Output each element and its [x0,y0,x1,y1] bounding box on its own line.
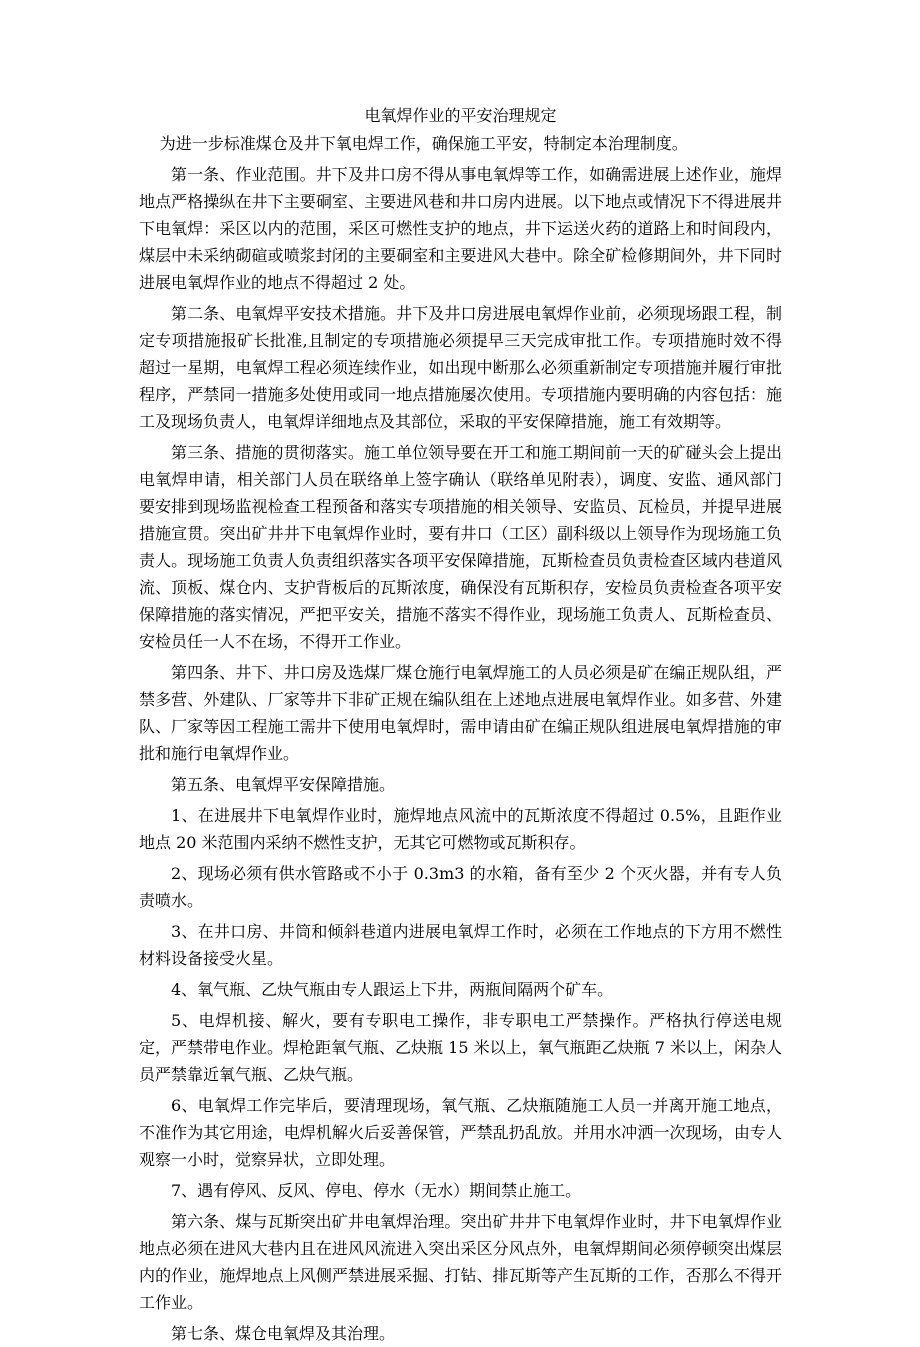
article-5-item-6: 6、电氧焊工作完毕后，要清理现场，氧气瓶、乙炔瓶随施工人员一并离开施工地点，不准作为其它用途，电焊机解火后妥善保管，严禁乱扔乱放。并用水冲洒一次现场，由专人观察一小时，觉察异状，立即处理。 [139,1096,782,1169]
document-title: 电氧焊作业的平安治理规定 [364,106,557,125]
article-6-paragraph: 第六条、煤与瓦斯突出矿井电氧焊治理。突出矿井井下电氧焊作业时，井下电氧焊作业地点必须在进风大巷内且在进风风流进入突出采区分风点外，电氧焊期间必须停顿突出煤层内的作业，施焊地点上风侧严禁进展采掘、打钻、排瓦斯等产生瓦斯的工作，否那么不得开工作业。 [139,1212,782,1312]
document-page [139,102,782,1347]
article-2-paragraph: 第二条、电氧焊平安技术措施。井下及井口房进展电氧焊作业前，必须现场跟工程，制定专项措施报矿长批准,且制定的专项措施必须提早三天完成审批工作。专项措施时效不得超过一星期，电氧焊工程必须连续作业，如出现中断那么必须重新制定专项措施并履行审批程序，严禁同一措施多处使用或同一地点措施屡次使用。专项措施内要明确的内容包括：施工及现场负责人，电氧焊详细地点及其部位，采取的平安保障措施，施工有效期等。 [139,304,782,431]
article-4-paragraph: 第四条、井下、井口房及选煤厂煤仓施行电氧焊施工的人员必须是矿在编正规队组，严禁多营、外建队、厂家等井下非矿正规在编队组在上述地点进展电氧焊作业。如多营、外建队、厂家等因工程施工需井下使用电氧焊时，需申请由矿在编正规队组进展电氧焊措施的审批和施行电氧焊作业。 [139,663,782,763]
article-5-item-7: 7、遇有停风、反风、停电、停水（无水）期间禁止施工。 [171,1181,582,1200]
article-5-paragraph: 第五条、电氧焊平安保障措施。 [171,775,396,794]
article-3-paragraph: 第三条、措施的贯彻落实。施工单位领导要在开工和施工期间前一天的矿碰头会上提出电氧焊申请，相关部门人员在联络单上签字确认（联络单见附表），调度、安监、通风部门要安排到现场监视检查工程预备和落实专项措施的相关领导、安监员、瓦检员，并提早进展措施宣贯。突出矿井井下电氧焊作业时，要有井口（工区）副科级以上领导作为现场施工负责人。现场施工负责人负责组织落实各项平安保障措施，瓦斯检查员负责检查区域内巷道风流、顶板、煤仓内、支护背板后的瓦斯浓度，确保没有瓦斯积存，安检员负责检查各项平安保障措施的落实情况，严把平安关，措施不落实不得作业，现场施工负责人、瓦斯检查员、安检员任一人不在场，不得开工作业。 [139,443,782,651]
article-1-paragraph: 第一条、作业范围。井下及井口房不得从事电氧焊等工作，如确需进展上述作业，施焊地点严格操纵在井下主要硐室、主要进风巷和井口房内进展。以下地点或情况下不得进展井下电氧焊：采区以内的范围，采区可燃性支护的地点，井下运送火药的道路上和时间段内，煤层中未采纳砌碹或喷浆封闭的主要硐室和主要进风大巷中。除全矿检修期间外，井下同时进展电氧焊作业的地点不得超过 2 处。 [139,165,782,292]
article-5-item-1: 1、在进展井下电氧焊作业时，施焊地点风流中的瓦斯浓度不得超过 0.5%，且距作业地点 20 米范围内采纳不燃性支护，无其它可燃物或瓦斯积存。 [139,806,782,852]
article-5-item-5: 5、电焊机接、解火，要有专职电工操作，非专职电工严禁操作。严格执行停送电规定，严禁带电作业。焊枪距氧气瓶、乙炔瓶 15 米以上，氧气瓶距乙炔瓶 7 米以上，闲杂人员严禁靠近氧气瓶、乙炔气瓶。 [139,1011,782,1084]
article-5-item-3: 3、在井口房、井筒和倾斜巷道内进展电氧焊工作时，必须在工作地点的下方用不燃性材料设备接受火星。 [139,922,782,968]
article-7-paragraph: 第七条、煤仓电氧焊及其治理。 [171,1324,396,1343]
article-5-item-4: 4、氧气瓶、乙炔气瓶由专人跟运上下井，两瓶间隔两个矿车。 [171,980,614,999]
article-5-item-2: 2、现场必须有供水管路或不小于 0.3m3 的水箱，备有至少 2 个灭火器，并有专人负责喷水。 [139,864,782,910]
intro-paragraph: 为进一步标准煤仓及井下氧电焊工作，确保施工平安，特制定本治理制度。 [159,134,688,153]
